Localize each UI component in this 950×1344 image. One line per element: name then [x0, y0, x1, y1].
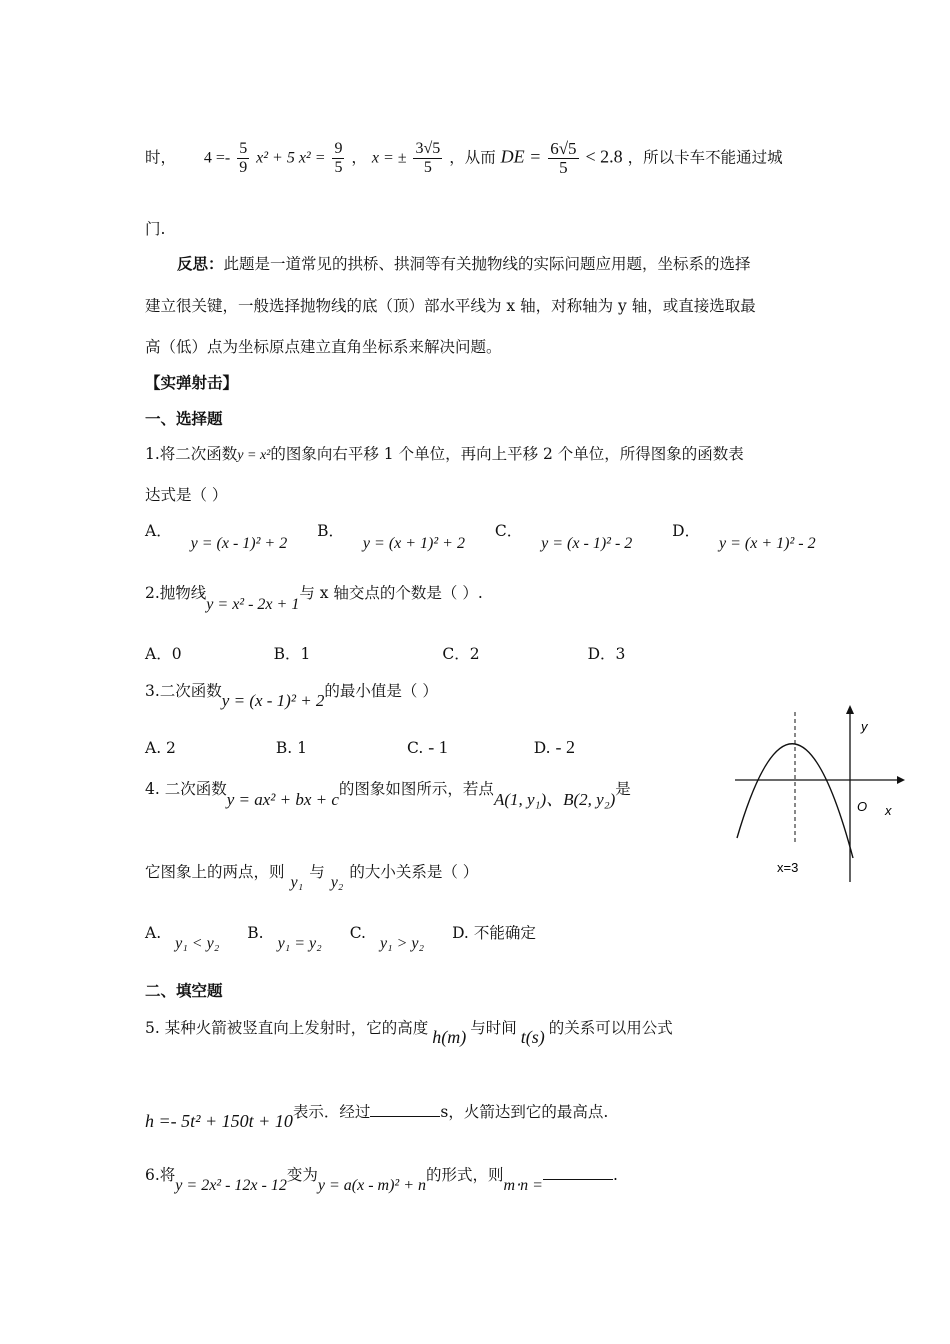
option-d-value: - 2 [555, 737, 575, 757]
text: 与 [309, 863, 325, 881]
text: 此题是一道常见的拱桥、拱洞等有关抛物线的实际问题应用题，坐标系的选择 [223, 255, 751, 273]
reflection-line-3: 高（低）点为坐标原点建立直角坐标系来解决问题。 [145, 338, 502, 356]
text: 5. 某种火箭被竖直向上发射时，它的高度 [145, 1019, 429, 1037]
text: ，所以卡车不能通过城 [627, 148, 783, 167]
y-axis-label: y [861, 719, 868, 734]
question-2-options [145, 643, 625, 665]
text: 是 [615, 780, 631, 798]
question-3-options [145, 736, 575, 759]
x-axis-label: x [885, 803, 892, 818]
text: 它图象上的两点，则 [145, 863, 285, 881]
equation-2: y = a(x - m)² + n [317, 1177, 427, 1194]
y2-symbol: y₂ [330, 874, 344, 891]
mn-expr: m⋅n = [503, 1177, 543, 1194]
equation: y = x² - 2x + 1 [206, 596, 300, 613]
text: 2.抛物线 [145, 584, 207, 602]
text: . [612, 1166, 618, 1184]
text: 时， [145, 148, 177, 167]
question-6 [145, 1164, 618, 1194]
reflection-line-2: 建立很关键，一般选择抛物线的底（顶）部水平线为 x 轴，对称轴为 y 轴，或直接选取最 [145, 297, 756, 315]
origin-label: O [857, 799, 868, 814]
option-b: B. 1 [275, 739, 308, 757]
text: 1.将二次函数 [145, 445, 238, 463]
text: 4. 二次函数 [145, 780, 227, 798]
option-c-expr: y = (x - 1)² - 2 [541, 535, 633, 552]
question-3 [145, 680, 438, 710]
equation: DE = [500, 146, 542, 167]
equation: x² + 5 x² = [256, 149, 326, 167]
option-a-expr: y = (x - 1)² + 2 [190, 535, 288, 552]
reflection-label: 反思： [177, 254, 224, 273]
option-b-label: B． [317, 522, 344, 540]
equation: 4 =- [203, 149, 231, 167]
text: 的关系可以用公式 [548, 1019, 673, 1037]
question-5 [145, 1016, 673, 1047]
text: 的形式，则 [426, 1166, 504, 1184]
equation: y = x² [237, 448, 271, 463]
text: ，火箭达到它的最高点. [448, 1103, 609, 1121]
equation: x = ± [371, 149, 407, 167]
text: 的图象向右平移 1 个单位，再向上平移 2 个单位，所得图象的函数表 [270, 445, 744, 463]
option-a-label: A． [145, 522, 172, 540]
text: 变为 [286, 1166, 318, 1184]
option-c-expr: y₁ > y₂ [379, 935, 425, 952]
text: 的最小值是（ ） [324, 682, 438, 700]
fraction: $\frac{6√5}{5}$ [550, 139, 577, 177]
text: 表示．经过 [292, 1103, 371, 1121]
option-b-label: B. [247, 924, 264, 942]
time-expr: t(s) [520, 1027, 545, 1047]
option-b: B．1 [273, 645, 311, 663]
text: 与 x 轴交点的个数是（ ）. [299, 584, 483, 602]
text: 3.二次函数 [145, 682, 222, 700]
option-d-expr: y = (x + 1)² - 2 [719, 535, 816, 552]
question-2 [145, 582, 483, 613]
text: ，从而 [449, 148, 496, 167]
option-a-expr: y₁ < y₂ [175, 935, 220, 952]
option-c: C．2 [442, 645, 480, 663]
option-d: D．3 [587, 645, 626, 663]
y-axis-arrow [846, 705, 854, 714]
option-b-expr: y₁ = y₂ [277, 935, 322, 952]
option-a: A. 2 [145, 739, 176, 757]
option-b-expr: y = (x + 1)² + 2 [362, 535, 465, 552]
section-title: 【实弹射击】 [145, 373, 239, 392]
text: 的大小关系是（ ） [349, 863, 479, 881]
height-expr: h(m) [432, 1027, 467, 1047]
continuation-line [145, 140, 783, 177]
reflection-line-1 [177, 253, 751, 275]
option-c-value: - 1 [428, 737, 448, 757]
question-1 [145, 443, 744, 467]
equation: y = (x - 1)² + 2 [221, 691, 325, 710]
equation: < 2.8 [585, 146, 623, 167]
option-d-label: D． [672, 522, 701, 540]
equation-1: y = 2x² - 12x - 12 [175, 1177, 287, 1194]
option-d-label: D. [452, 924, 469, 942]
fraction: $\frac{9}{5}$ [334, 140, 343, 176]
text-line: 门. [145, 220, 166, 238]
option-d-text: 不能确定 [473, 924, 536, 942]
text: 6.将 [145, 1166, 176, 1184]
option-d-label: D. [533, 739, 551, 757]
question-4 [145, 778, 631, 809]
question-4-options [145, 922, 536, 952]
question-1-options [145, 520, 816, 552]
part2-title: 二、填空题 [145, 981, 223, 1000]
text: 的图象如图所示，若点 [338, 780, 494, 798]
option-c-label: C. [349, 924, 366, 942]
symmetry-label: x=3 [777, 860, 799, 875]
answer-blank[interactable] [543, 1165, 613, 1180]
unit: s [440, 1103, 449, 1121]
question-4-line-2 [145, 861, 479, 891]
fraction: $\frac{3√5}{5}$ [415, 140, 441, 176]
formula: h =- 5t² + 150t + 10 [145, 1111, 293, 1131]
text: 与时间 [470, 1019, 517, 1037]
option-a-label: A. [145, 924, 162, 942]
text: ， [351, 148, 367, 167]
option-c-label: C. [407, 739, 424, 757]
answer-blank[interactable] [370, 1102, 440, 1117]
parabola-graph [725, 700, 910, 885]
option-c-label: C． [494, 522, 523, 540]
equation: y = ax² + bx + c [226, 790, 339, 809]
x-axis-arrow [897, 776, 905, 784]
option-a: A．0 [145, 645, 182, 663]
part1-title: 一、选择题 [145, 409, 223, 428]
y1-symbol: y₁ [290, 874, 304, 891]
question-5-line-2 [145, 1100, 609, 1131]
points-expr: A(1, y₁)、B(2, y₂) [493, 790, 616, 809]
fraction: $\frac{5}{9}$ [239, 140, 248, 176]
question-1-line-2: 达式是（ ） [145, 486, 228, 504]
